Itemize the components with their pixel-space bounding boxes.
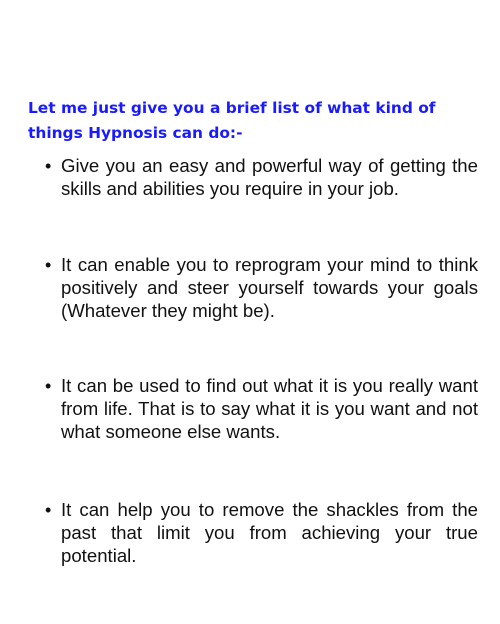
bullet-icon: • xyxy=(45,500,52,520)
list-heading: Let me just give you a brief list of what kind of things Hypnosis can do:- xyxy=(28,99,436,142)
bullet-icon: • xyxy=(45,376,52,396)
bullet-icon: • xyxy=(45,156,52,176)
list-item-text: It can help you to remove the shackles from the past that limit you from achieving your true potential. xyxy=(61,499,478,566)
list-item xyxy=(44,498,478,567)
list-item xyxy=(44,253,478,322)
list-item-text: Give you an easy and powerful way of getting the skills and abilities you require in your job. xyxy=(61,155,478,199)
list-item xyxy=(44,154,478,200)
capabilities-list xyxy=(44,154,478,620)
bullet-icon: • xyxy=(45,255,52,275)
list-item-text: It can be used to find out what it is you really want from life. That is to say what it is you want and not what someone else wants. xyxy=(61,375,478,442)
list-item-text: It can enable you to reprogram your mind to think positively and steer yourself towards your goals (Whatever they might be). xyxy=(61,254,478,321)
list-item xyxy=(44,374,478,443)
